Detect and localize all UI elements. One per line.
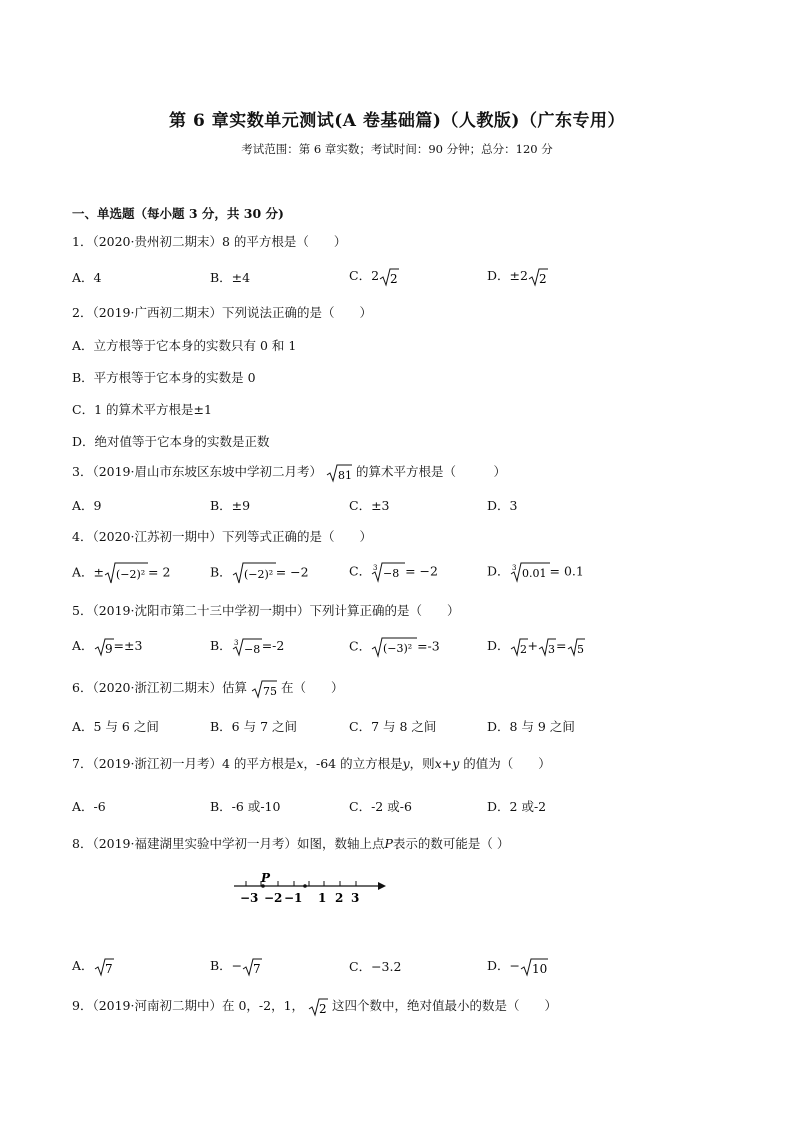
- tick-label: −1: [284, 891, 303, 905]
- sqrt-icon: [104, 561, 148, 585]
- svg-text:(−2)²: (−2)²: [243, 568, 273, 581]
- svg-text:3: 3: [511, 564, 516, 572]
- sqrt-icon: [251, 679, 277, 699]
- question-9-stem: 9．（2019·河南初二期中）在 0，-2，1， 2 这四个数中，绝对值最小的数是（ ）: [72, 998, 558, 1016]
- question-5-stem: 5．（2019·沈阳市第二十三中学初一期中）下列计算正确的是（ ）: [72, 603, 460, 618]
- q1-option-c: C．2 2: [349, 268, 398, 286]
- svg-text:3: 3: [233, 638, 239, 647]
- cbrt-icon: [232, 637, 262, 657]
- q3-option-c: C．±3: [349, 498, 390, 513]
- cbrt-icon: [510, 561, 550, 583]
- svg-text:(−3)²: (−3)²: [383, 642, 413, 655]
- tick-label: 1: [318, 891, 327, 905]
- q7-option-d: D．2 或-2: [487, 799, 547, 814]
- question-6-stem: 6．（2020·浙江初二期末）估算 75 在（ ）: [72, 680, 344, 698]
- sqrt-icon: [94, 637, 114, 657]
- svg-text:3: 3: [373, 564, 378, 572]
- point-p-label: P: [261, 871, 271, 885]
- svg-text:2: 2: [519, 642, 527, 656]
- sqrt-icon: [308, 997, 328, 1017]
- svg-text:2: 2: [319, 1001, 327, 1016]
- svg-text:0.01: 0.01: [521, 567, 547, 580]
- svg-text:3: 3: [548, 642, 556, 656]
- q5-option-b: B． 3 −8 =-2: [210, 638, 285, 656]
- q4-option-d: D． 3 0.01 = 0.1: [487, 561, 584, 583]
- arrow-icon: [378, 882, 386, 890]
- sqrt-icon: [371, 636, 417, 658]
- sqrt-icon: [567, 637, 585, 657]
- q3-option-d: D．3: [487, 498, 518, 513]
- tick-label: 3: [351, 891, 360, 905]
- q4-option-b: B． (−2)² = −2: [210, 561, 309, 585]
- q2-option-a: A．立方根等于它本身的实数只有 0 和 1: [72, 338, 297, 353]
- sqrt-icon: [242, 957, 262, 977]
- svg-text:75: 75: [262, 684, 277, 698]
- q5-option-c: C． (−3)² =-3: [349, 636, 440, 658]
- q6-option-c: C．7 与 8 之间: [349, 719, 437, 734]
- svg-text:7: 7: [253, 961, 261, 976]
- svg-text:81: 81: [337, 468, 352, 482]
- q1-option-a: A．4: [72, 270, 102, 285]
- question-4-stem: 4．（2020·江苏初一期中）下列等式正确的是（ ）: [72, 529, 372, 544]
- q7-option-a: A．-6: [72, 799, 106, 814]
- q1-option-d: D．±2 2: [487, 268, 547, 286]
- number-line-figure: [232, 870, 392, 910]
- sqrt-icon: [510, 637, 528, 657]
- q2-option-c: C．1 的算术平方根是±1: [72, 402, 212, 417]
- tick-label: −3: [240, 891, 259, 905]
- q5-option-a: A． 9 =±3: [72, 638, 143, 656]
- svg-text:−8: −8: [243, 642, 260, 656]
- svg-text:(−2)²: (−2)²: [116, 568, 146, 581]
- svg-text:5: 5: [576, 642, 584, 656]
- q8-option-c: C．−3.2: [349, 959, 402, 974]
- svg-text:9: 9: [104, 641, 113, 656]
- question-3-stem: 3．（2019·眉山市东坡区东坡中学初二月考） 81 的算术平方根是（ ）: [72, 464, 506, 482]
- svg-text:2: 2: [390, 271, 398, 286]
- tick-label: 2: [335, 891, 344, 905]
- q1-option-b: B．±4: [210, 270, 251, 285]
- q4-option-c: C． 3 −8 = −2: [349, 561, 438, 583]
- svg-text:10: 10: [532, 961, 548, 976]
- question-1-stem: 1．（2020·贵州初二期末）8 的平方根是（ ）: [72, 234, 347, 249]
- cbrt-icon: [371, 561, 405, 583]
- q8-option-a: A． 7: [72, 958, 113, 976]
- section-heading: 一、单选题（每小题 3 分，共 30 分): [72, 206, 284, 221]
- question-2-stem: 2．（2019·广西初二期末）下列说法正确的是（ ）: [72, 305, 372, 320]
- q6-option-d: D．8 与 9 之间: [487, 719, 575, 734]
- sqrt-icon: [326, 463, 352, 483]
- q7-option-b: B．-6 或-10: [210, 799, 281, 814]
- question-7-stem: 7．（2019·浙江初一月考）4 的平方根是x，-64 的立方根是y，则x+y 的值为（ ）: [72, 756, 551, 771]
- sqrt-icon: [520, 957, 548, 977]
- sqrt-icon: [379, 267, 399, 287]
- q2-option-b: B．平方根等于它本身的实数是 0: [72, 370, 256, 385]
- q6-option-b: B．6 与 7 之间: [210, 719, 298, 734]
- page-title: 第 6 章实数单元测试(A 卷基础篇)（人教版)（广东专用）: [169, 111, 625, 131]
- q8-option-d: D．− 10: [487, 958, 548, 976]
- question-8-stem: 8．（2019·福建湖里实验中学初一月考）如图，数轴上点P表示的数可能是（ ）: [72, 836, 510, 851]
- exam-info: 考试范围：第 6 章实数；考试时间：90 分钟；总分：120 分: [241, 142, 553, 156]
- q4-option-a: A．± (−2)² = 2: [72, 561, 170, 585]
- svg-text:2: 2: [538, 271, 547, 286]
- q2-option-d: D．绝对值等于它本身的实数是正数: [72, 434, 270, 449]
- tick-label: −2: [264, 891, 283, 905]
- q5-option-d: D． 2 + 3 = 5: [487, 638, 584, 656]
- sqrt-icon: [232, 561, 276, 585]
- sqrt-icon: [94, 957, 114, 977]
- sqrt-icon: [528, 267, 548, 287]
- q6-option-a: A．5 与 6 之间: [72, 719, 159, 734]
- q3-option-b: B．±9: [210, 498, 251, 513]
- q7-option-c: C．-2 或-6: [349, 799, 412, 814]
- q8-option-b: B．− 7: [210, 958, 261, 976]
- svg-text:7: 7: [104, 961, 113, 976]
- svg-text:−8: −8: [383, 567, 400, 580]
- sqrt-icon: [538, 637, 556, 657]
- q3-option-a: A．9: [72, 498, 102, 513]
- point-origin: [303, 884, 307, 888]
